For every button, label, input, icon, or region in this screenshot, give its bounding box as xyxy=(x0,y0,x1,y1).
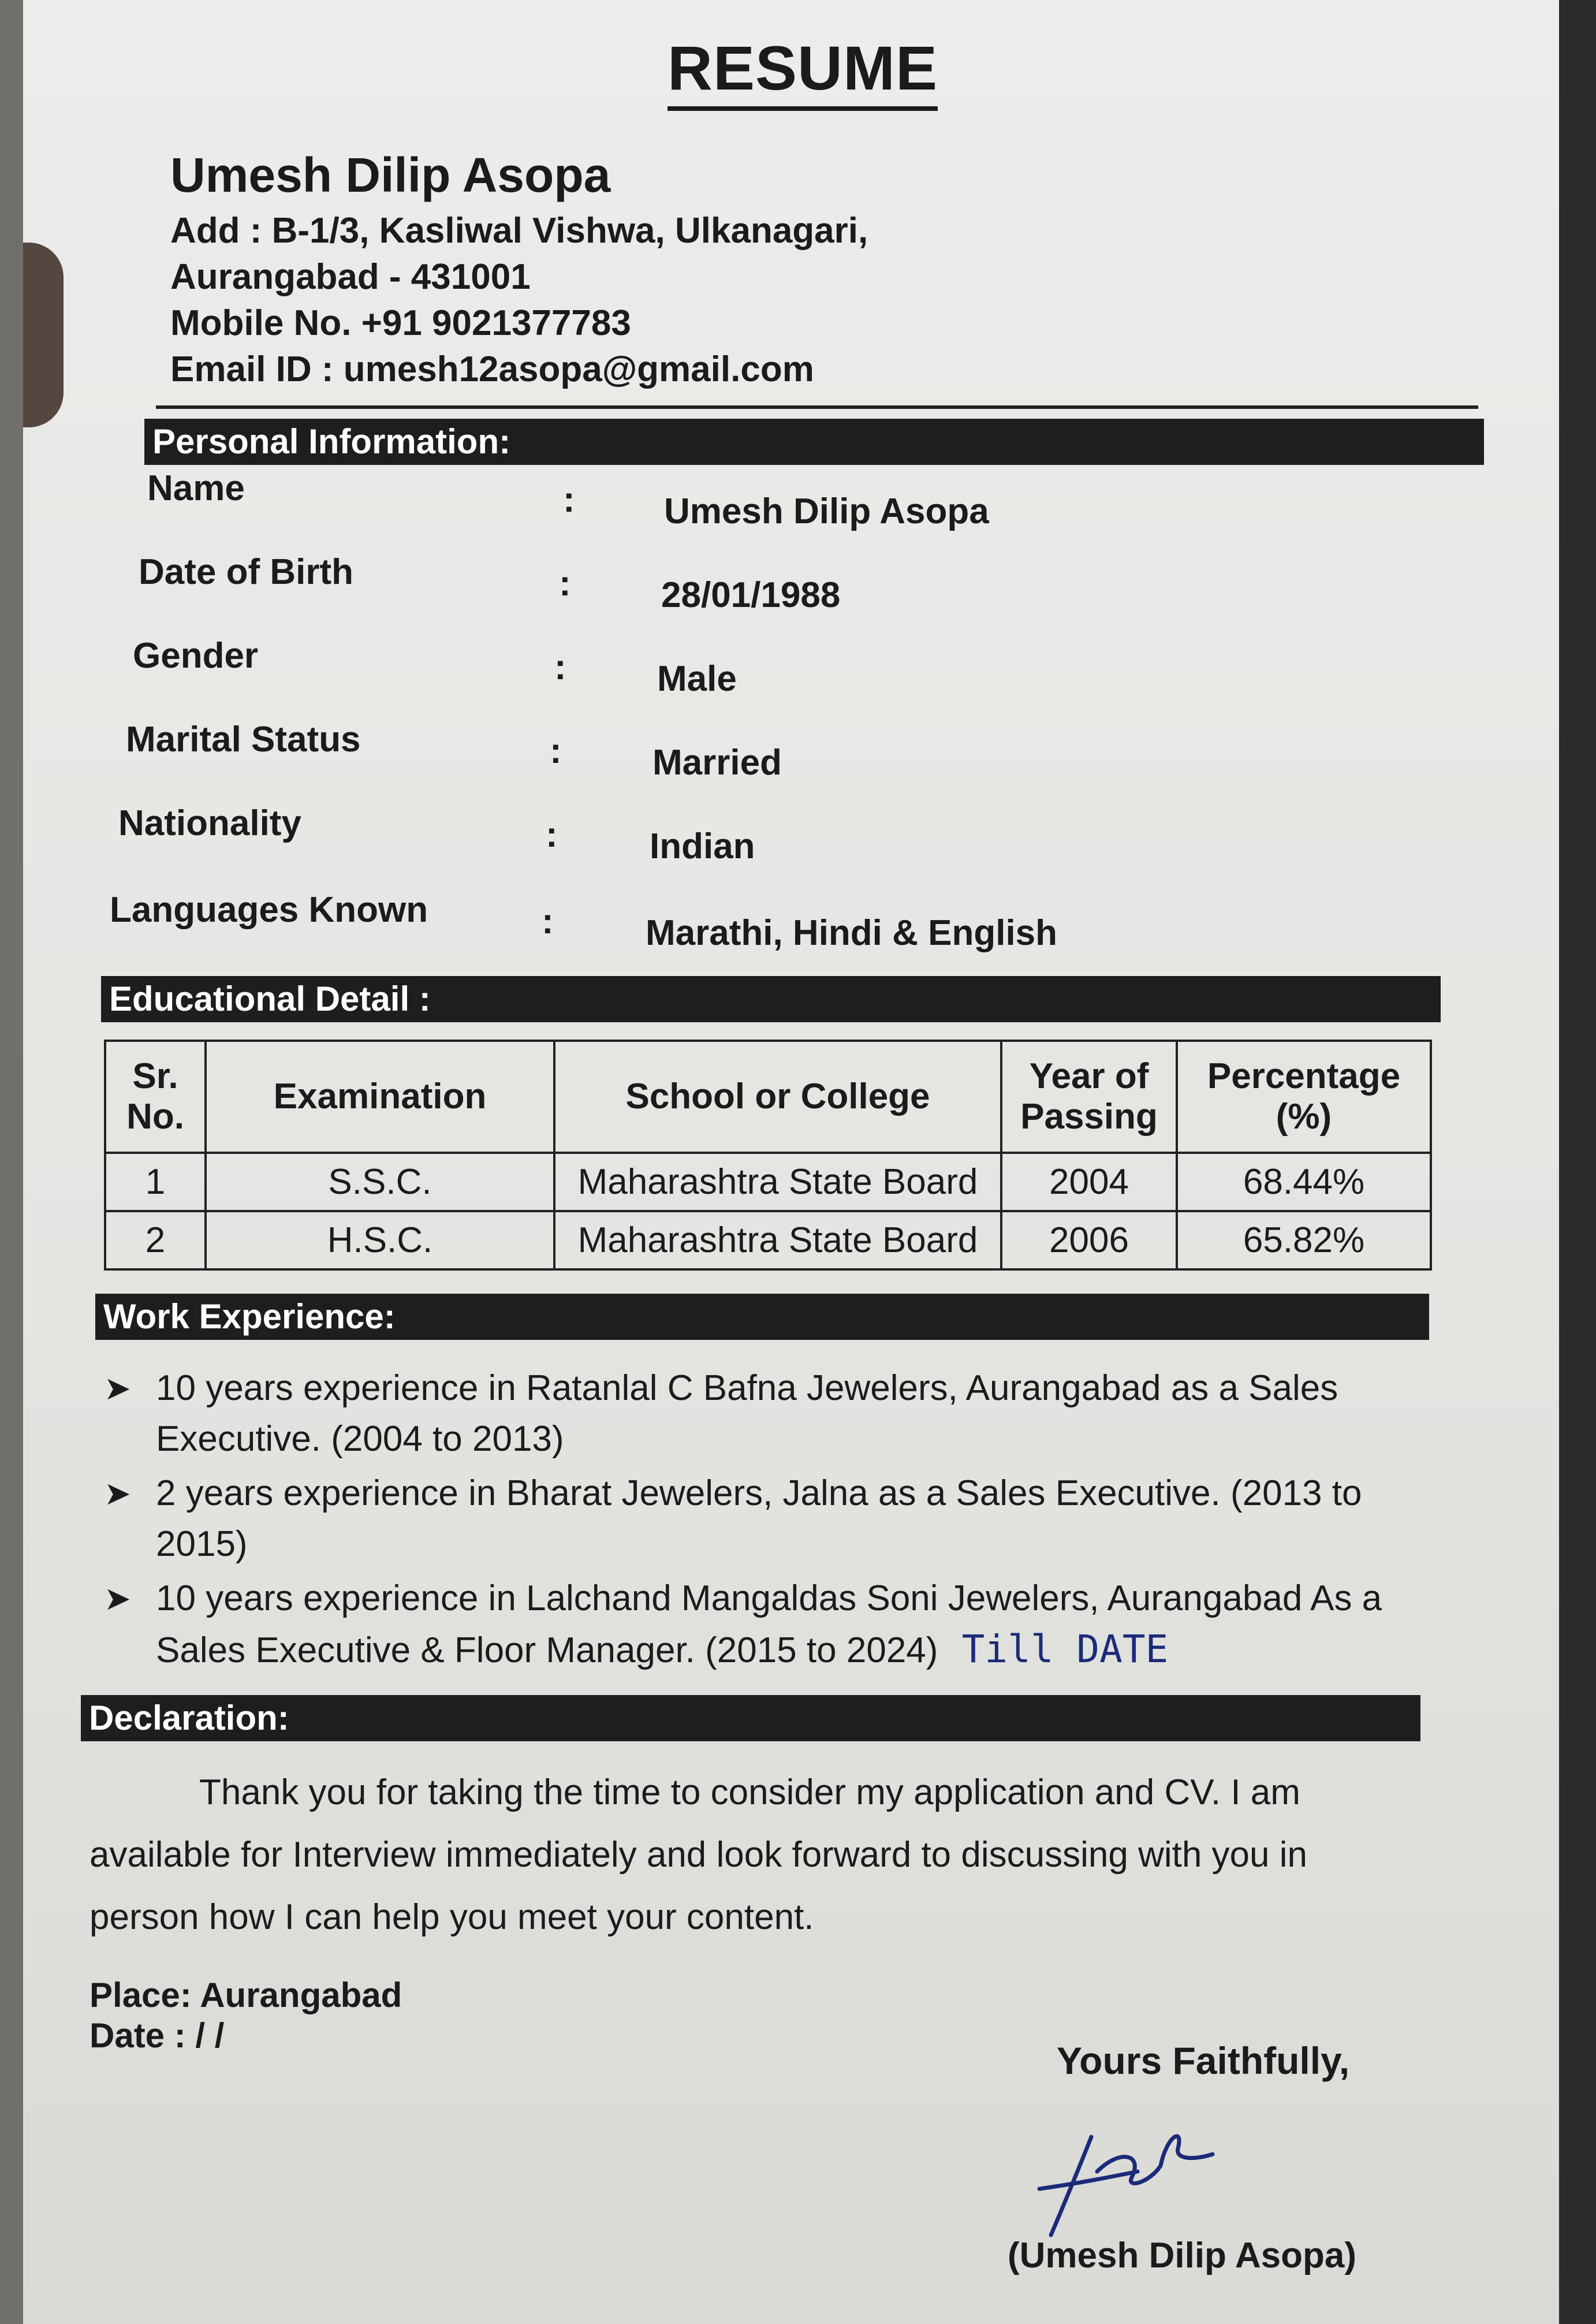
info-row-name xyxy=(23,468,1582,537)
col-sr-no: Sr. No. xyxy=(105,1041,206,1153)
declaration-text: Thank you for taking the time to consider my application and CV. I am available for Interview immediately and look forward to discussing with you in person how I can help you meet your content. xyxy=(90,1772,1307,1937)
cell-year: 2004 xyxy=(1001,1153,1177,1211)
info-colon: : xyxy=(546,815,558,855)
email-id: Email ID : umesh12asopa@gmail.com xyxy=(170,349,814,389)
info-value: Male xyxy=(657,659,737,699)
education-table xyxy=(104,1040,1432,1271)
signatory-name: (Umesh Dilip Asopa) xyxy=(1008,2236,1356,2275)
table-row xyxy=(105,1153,1431,1211)
col-percentage: Percentage (%) xyxy=(1177,1041,1431,1153)
arrow-bullet-icon: ➤ xyxy=(104,1370,131,1406)
place-date xyxy=(90,1975,402,2056)
mobile-number: Mobile No. +91 9021377783 xyxy=(170,303,631,343)
education-header-row xyxy=(105,1041,1431,1153)
info-label: Gender xyxy=(133,636,259,676)
finger-shadow xyxy=(23,243,64,427)
personal-info-heading: Personal Information: xyxy=(144,419,1484,465)
list-item: ➤ 10 years experience in Ratanlal C Bafna Jewelers, Aurangabad as a Sales Executive. (2004 to 2013) xyxy=(98,1363,1444,1465)
cell-school: Maharashtra State Board xyxy=(554,1211,1001,1269)
info-value: Indian xyxy=(650,826,755,866)
info-row-nationality xyxy=(23,803,1582,872)
info-row-languages xyxy=(23,889,1582,959)
info-label: Name xyxy=(147,468,245,508)
cell-percentage: 65.82% xyxy=(1177,1211,1431,1269)
applicant-name: Umesh Dilip Asopa xyxy=(170,148,611,202)
arrow-bullet-icon: ➤ xyxy=(104,1475,131,1511)
place-line: Place: Aurangabad xyxy=(90,1976,402,2014)
info-row-gender xyxy=(23,635,1582,705)
handwritten-note: Till DATE xyxy=(961,1627,1169,1671)
page-edge-shadow xyxy=(1559,0,1596,2324)
cell-sr: 2 xyxy=(105,1211,206,1269)
address-line-1: Add : B-1/3, Kasliwal Vishwa, Ulkanagari, xyxy=(170,211,868,251)
info-colon: : xyxy=(563,480,575,520)
cell-exam: H.S.C. xyxy=(206,1211,554,1269)
address-line-2: Aurangabad - 431001 xyxy=(170,257,531,297)
col-school: School or College xyxy=(554,1041,1001,1153)
info-label: Date of Birth xyxy=(139,552,353,592)
declaration-heading: Declaration: xyxy=(81,1695,1420,1741)
closing-text: Yours Faithfully, xyxy=(1057,2039,1350,2082)
info-colon: : xyxy=(554,647,566,687)
cell-exam: S.S.C. xyxy=(206,1153,554,1211)
contact-header xyxy=(170,147,868,393)
date-line: Date : / / xyxy=(90,2016,225,2055)
resume-page xyxy=(23,0,1582,2324)
table-row xyxy=(105,1211,1431,1269)
info-row-dob xyxy=(23,552,1582,621)
info-value: Marathi, Hindi & English xyxy=(646,913,1058,953)
arrow-bullet-icon: ➤ xyxy=(104,1580,131,1617)
info-colon: : xyxy=(542,902,554,941)
info-colon: : xyxy=(550,731,562,771)
info-label: Languages Known xyxy=(110,890,428,930)
info-label: Nationality xyxy=(118,803,301,843)
work-heading: Work Experience: xyxy=(95,1294,1429,1340)
list-item: ➤ 2 years experience in Bharat Jewelers, Jalna as a Sales Executive. (2013 to 2015) xyxy=(98,1468,1444,1570)
work-list xyxy=(98,1363,1444,1679)
header-divider xyxy=(156,405,1478,409)
cell-percentage: 68.44% xyxy=(1177,1153,1431,1211)
info-colon: : xyxy=(559,564,571,604)
info-value: 28/01/1988 xyxy=(661,575,841,615)
info-value: Married xyxy=(652,743,782,783)
cell-year: 2006 xyxy=(1001,1211,1177,1269)
list-item: ➤ 10 years experience in Lalchand Mangaldas Soni Jewelers, Aurangabad As a Sales Executive & Floor Manager. (2015 to 2024) Till DATE xyxy=(98,1573,1444,1676)
col-examination: Examination xyxy=(206,1041,554,1153)
info-label: Marital Status xyxy=(126,720,361,759)
resume-title: RESUME xyxy=(23,32,1582,104)
info-row-marital xyxy=(23,719,1582,788)
education-heading: Educational Detail : xyxy=(101,976,1441,1022)
cell-school: Maharashtra State Board xyxy=(554,1153,1001,1211)
cell-sr: 1 xyxy=(105,1153,206,1211)
col-year: Year of Passing xyxy=(1001,1041,1177,1153)
signature-icon xyxy=(1028,2102,1236,2252)
info-value: Umesh Dilip Asopa xyxy=(664,491,989,531)
